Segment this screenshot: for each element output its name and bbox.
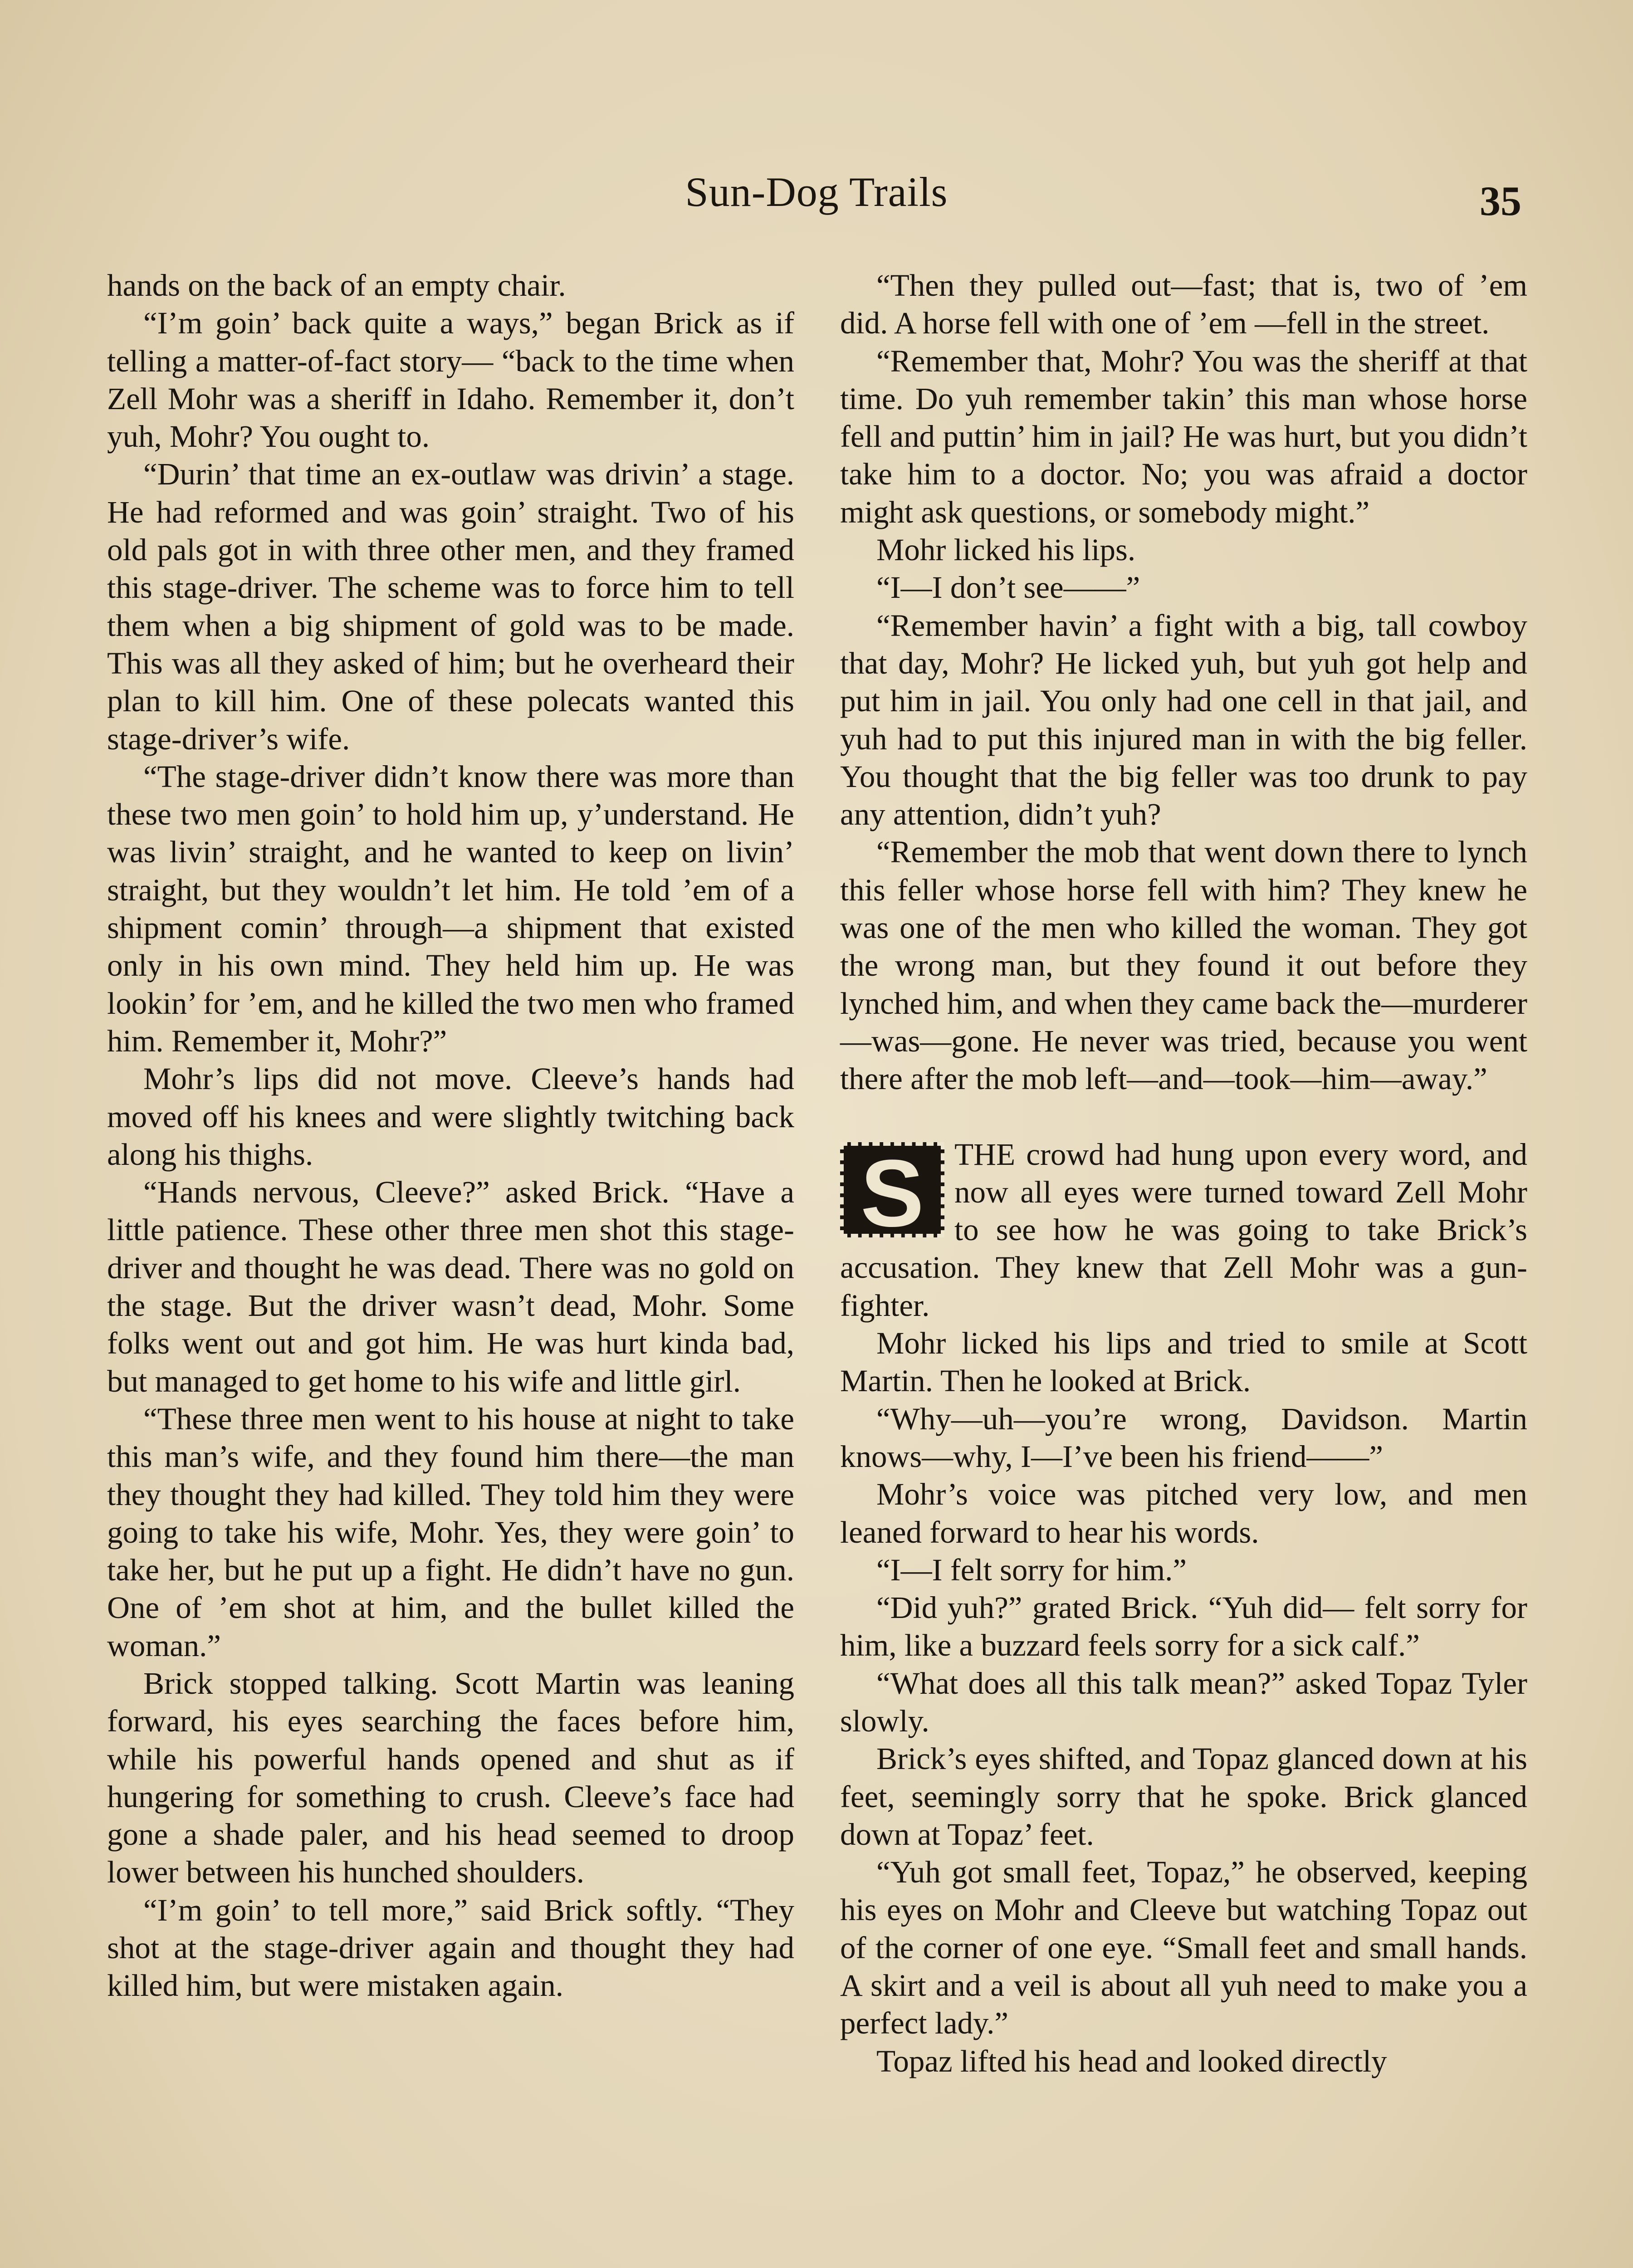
- paragraph: “What does all this talk mean?” asked Topaz Tyler slowly.: [840, 1666, 1527, 1738]
- paragraph: Mohr’s voice was pitched very low, and men leaned forward to hear his words.: [840, 1477, 1527, 1549]
- paragraph: “Remember havin’ a fight with a big, tall cowboy that day, Mohr? He licked yuh, but yuh got help and put him in jail. You only had one cell in that jail, and yuh had to put this injured man in with the big feller. You thought that the big feller was too drunk to pay any attention, didn’t yuh?: [840, 608, 1527, 832]
- paragraph: “Did yuh?” grated Brick. “Yuh did— felt sorry for him, like a buzzard feels sorry for a sick calf.”: [840, 1590, 1527, 1663]
- paragraph: “I—I don’t see——”: [876, 570, 1140, 605]
- paragraph: “The stage-driver didn’t know there was more than these two men goin’ to hold him up, y’understand. He was livin’ straight, and he wanted to keep on livin’ straight, but they wouldn’t let him. He told ’em of a shipment comin’ through—a shipment that existed only in his own mind. They held him up. He was lookin’ for ’em, and he killed the two men who framed him. Remember it, Mohr?”: [107, 759, 794, 1058]
- paragraph: “Durin’ that time an ex-outlaw was drivin’ a stage. He had reformed and was goin’ straight. Two of his old pals got in with three other men, and they framed this stage-driver. The scheme was to force him to tell them when a big shipment of gold was to be made. This was all they asked of him; but he overheard their plan to kill him. One of these polecats wanted this stage-driver’s wife.: [107, 457, 794, 756]
- section-break: [840, 1098, 1527, 1136]
- page-number: 35: [1480, 178, 1521, 224]
- paragraph-text: THE crowd had hung upon every word, and now all eyes were turned toward Zell Mohr to see how he was going to take Brick’s accusation. They knew that Zell Mohr was a gun-fighter.: [840, 1137, 1527, 1323]
- paragraph: “These three men went to his house at night to take this man’s wife, and they found him there—the man they thought they had killed. They told him they were going to take his wife, Mohr. Yes, they were goin’ to take her, but he put up a fight. He didn’t have no gun. One of ’em shot at him, and the bullet killed the woman.”: [107, 1401, 794, 1663]
- paragraph: “Why—uh—you’re wrong, Davidson. Martin knows—why, I—I’ve been his friend——”: [840, 1401, 1527, 1474]
- paragraph: “Yuh got small feet, Topaz,” he observed, keeping his eyes on Mohr and Cleeve but watching Topaz out of the corner of one eye. “Small feet and small hands. A skirt and a veil is about all yuh need to make you a perfect lady.”: [840, 1855, 1527, 2041]
- left-column: [107, 267, 794, 2005]
- paragraph: Mohr licked his lips.: [876, 533, 1136, 567]
- paragraph: “I’m goin’ to tell more,” said Brick softly. “They shot at the stage-driver again and thought they had killed him, but were mistaken again.: [107, 1892, 794, 2003]
- paragraph: “Remember the mob that went down there to lynch this feller whose horse fell with him? They knew he was one of the men who killed the woman. They got the wrong man, but they found it out before they lynched him, and when they came back the—murderer—was—gone. He never was tried, because you went there after the mob left—and—took—him—away.”: [840, 835, 1527, 1096]
- paragraph: “Then they pulled out—fast; that is, two of ’em did. A horse fell with one of ’em —fell in the street.: [840, 268, 1527, 341]
- drop-cap: S: [840, 1142, 944, 1237]
- paragraph: Mohr licked his lips and tried to smile at Scott Martin. Then he looked at Brick.: [840, 1326, 1527, 1398]
- paragraph: “Hands nervous, Cleeve?” asked Brick. “Have a little patience. These other three men shot this stage-driver and thought he was dead. There was no gold on the stage. But the driver wasn’t dead, Mohr. Some folks went out and got him. He was hurt kinda bad, but managed to get home to his wife and little girl.: [107, 1175, 794, 1398]
- section-opening-paragraph: [840, 1136, 1527, 1325]
- paragraph: hands on the back of an empty chair.: [107, 268, 566, 303]
- paragraph: “I—I felt sorry for him.”: [876, 1552, 1187, 1587]
- paragraph: Brick’s eyes shifted, and Topaz glanced down at his feet, seemingly sorry that he spoke. Brick glanced down at Topaz’ feet.: [840, 1741, 1527, 1852]
- running-title: Sun-Dog Trails: [685, 169, 948, 215]
- paragraph: “I’m goin’ back quite a ways,” began Brick as if telling a matter-of-fact story— “back to the time when Zell Mohr was a sheriff in Idaho. Remember it, don’t yuh, Mohr? You ought to.: [107, 306, 794, 454]
- right-column: [840, 267, 1527, 2080]
- paragraph: Mohr’s lips did not move. Cleeve’s hands had moved off his knees and were slightly twitching back along his thighs.: [107, 1061, 794, 1172]
- paragraph: Topaz lifted his head and looked directly: [876, 2043, 1387, 2078]
- paragraph: Brick stopped talking. Scott Martin was leaning forward, his eyes searching the faces before him, while his powerful hands opened and shut as if hungering for something to crush. Cleeve’s face had gone a shade paler, and his head seemed to droop lower between his hunched shoulders.: [107, 1666, 794, 1890]
- paragraph: “Remember that, Mohr? You was the sheriff at that time. Do yuh remember takin’ this man whose horse fell and puttin’ him in jail? He was hurt, but you didn’t take him to a doctor. No; you was afraid a doctor might ask questions, or somebody might.”: [840, 343, 1527, 529]
